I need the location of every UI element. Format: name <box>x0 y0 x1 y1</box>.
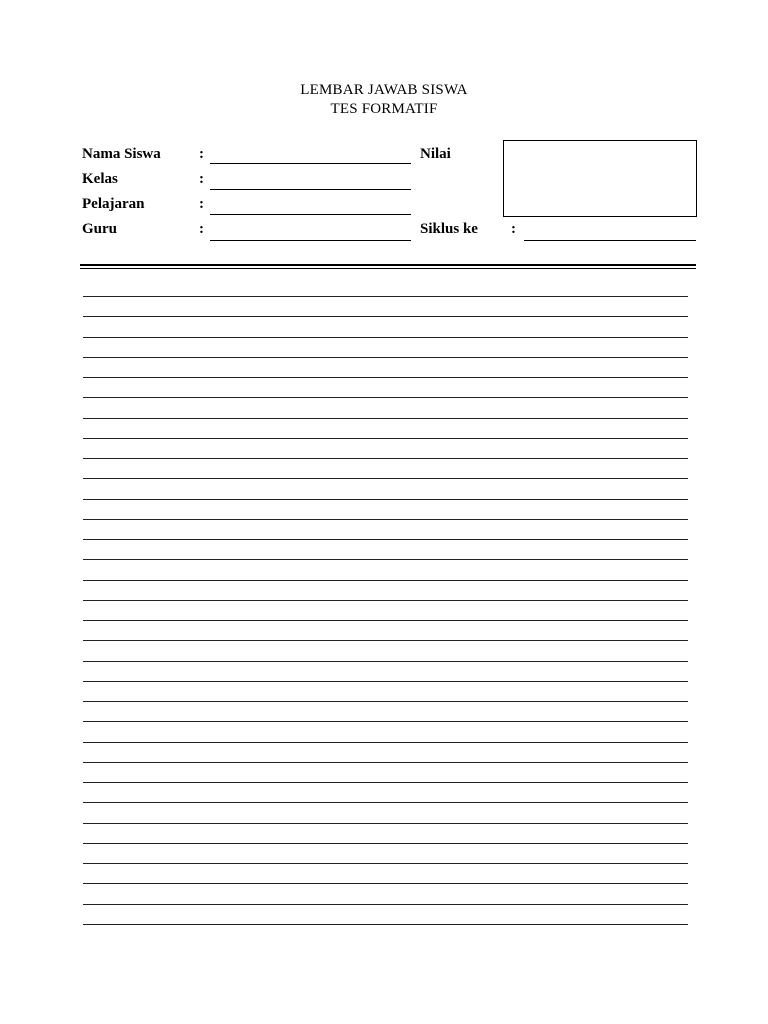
separator-thin <box>80 268 696 269</box>
nama-siswa-label: Nama Siswa <box>82 146 161 162</box>
answer-line[interactable] <box>83 519 688 520</box>
answer-line[interactable] <box>83 296 688 297</box>
answer-line[interactable] <box>83 620 688 621</box>
nilai-label: Nilai <box>420 146 451 162</box>
answer-line[interactable] <box>83 357 688 358</box>
kelas-field[interactable] <box>210 189 411 190</box>
page-title: LEMBAR JAWAB SISWA <box>300 82 468 98</box>
answer-line[interactable] <box>83 337 688 338</box>
answer-line[interactable] <box>83 823 688 824</box>
answer-line[interactable] <box>83 681 688 682</box>
answer-line[interactable] <box>83 478 688 479</box>
answer-line[interactable] <box>83 721 688 722</box>
separator-thick <box>80 264 696 266</box>
answer-line[interactable] <box>83 802 688 803</box>
page-subtitle: TES FORMATIF <box>330 101 438 117</box>
answer-line[interactable] <box>83 924 688 925</box>
answer-line[interactable] <box>83 742 688 743</box>
answer-line[interactable] <box>83 418 688 419</box>
answer-line[interactable] <box>83 499 688 500</box>
nama-siswa-field[interactable] <box>210 163 411 164</box>
siklus-colon: : <box>511 221 516 237</box>
answer-line[interactable] <box>83 316 688 317</box>
answer-line[interactable] <box>83 661 688 662</box>
answer-line[interactable] <box>83 580 688 581</box>
answer-line[interactable] <box>83 904 688 905</box>
answer-line[interactable] <box>83 701 688 702</box>
answer-line[interactable] <box>83 377 688 378</box>
answer-line[interactable] <box>83 600 688 601</box>
answer-line[interactable] <box>83 559 688 560</box>
answer-line[interactable] <box>83 843 688 844</box>
kelas-colon: : <box>199 171 204 187</box>
pelajaran-label: Pelajaran <box>82 196 145 212</box>
answer-line[interactable] <box>83 782 688 783</box>
siklus-label: Siklus ke <box>420 221 478 237</box>
pelajaran-field[interactable] <box>210 214 411 215</box>
kelas-label: Kelas <box>82 171 118 187</box>
nilai-box[interactable] <box>503 140 697 217</box>
answer-line[interactable] <box>83 762 688 763</box>
answer-line[interactable] <box>83 883 688 884</box>
nama-siswa-colon: : <box>199 146 204 162</box>
guru-label: Guru <box>82 221 118 237</box>
answer-line[interactable] <box>83 458 688 459</box>
answer-line[interactable] <box>83 438 688 439</box>
pelajaran-colon: : <box>199 196 204 212</box>
guru-field[interactable] <box>210 240 411 241</box>
answer-line[interactable] <box>83 640 688 641</box>
guru-colon: : <box>199 221 204 237</box>
answer-line[interactable] <box>83 397 688 398</box>
answer-line[interactable] <box>83 539 688 540</box>
siklus-field[interactable] <box>524 240 696 241</box>
answer-line[interactable] <box>83 863 688 864</box>
